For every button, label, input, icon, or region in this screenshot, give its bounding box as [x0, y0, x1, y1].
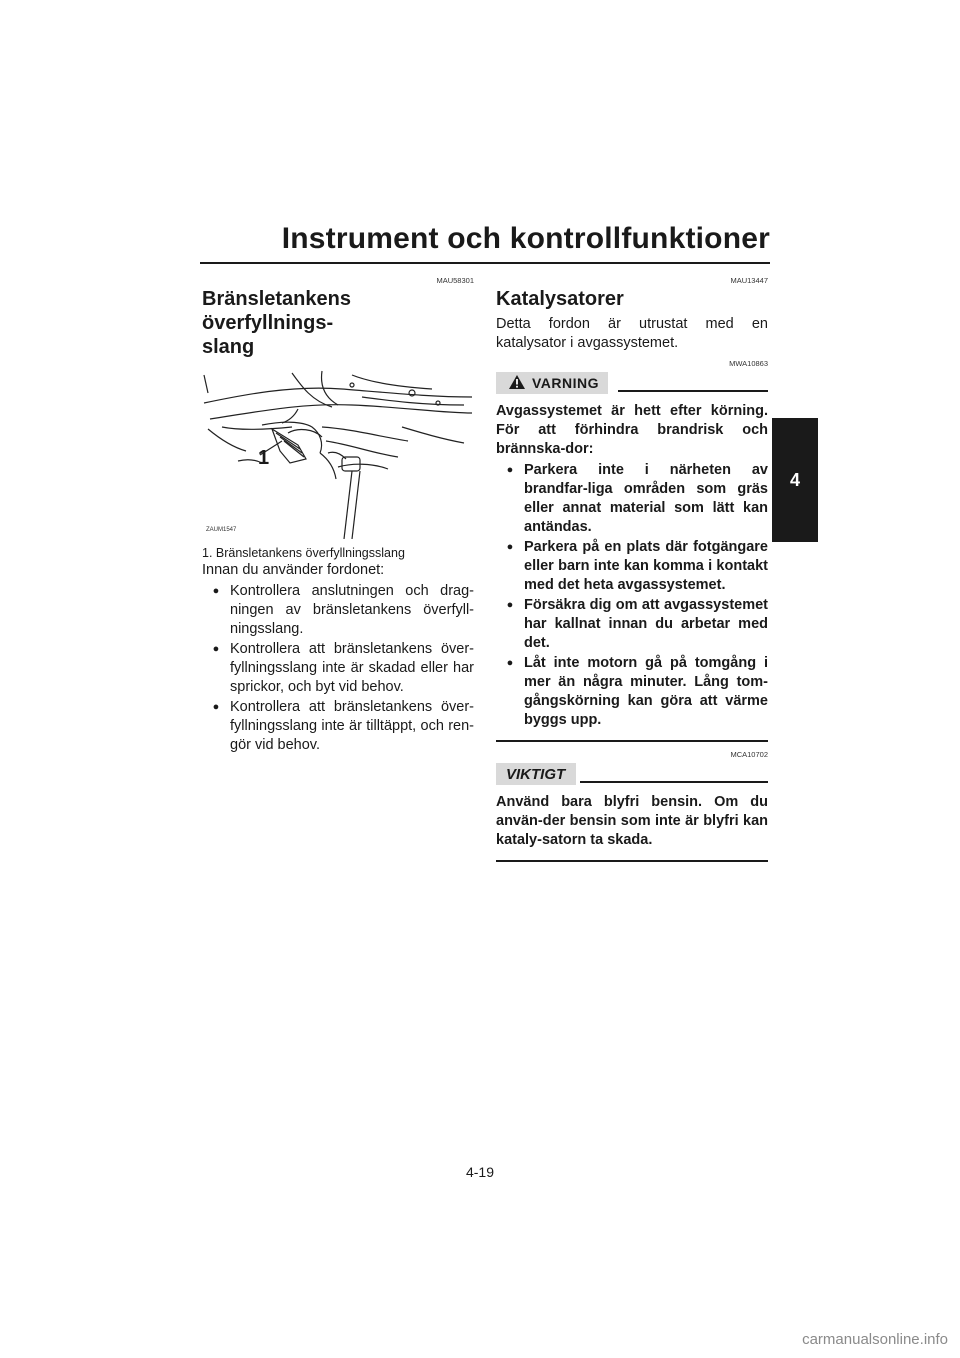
bullet-icon: ●	[506, 599, 514, 611]
list-item-text: Parkera inte i närheten av brandfar-liga områden som gräs eller annat material som lätt kan antändas.	[524, 462, 768, 535]
section-heading-fuel-tank-overflow-hose	[202, 287, 474, 359]
warning-rule	[618, 390, 768, 392]
warning-lead: Avgassystemet är hett efter körning. För att förhindra brandrisk och brännska-dor:	[496, 403, 768, 457]
list-item-text: Försäkra dig om att avgassystemet har kallnat innan du arbetar med det.	[524, 597, 768, 651]
page-title: Instrument och kontrollfunktioner	[281, 222, 770, 255]
check-list	[202, 582, 474, 755]
notice-rule	[580, 781, 768, 783]
bullet-icon: ●	[506, 657, 514, 669]
bullet-icon: ●	[212, 643, 220, 655]
intro-text: Innan du använder fordonet:	[202, 562, 385, 578]
heading-text: Bränsletankens överfyllnings- slang	[202, 288, 351, 358]
notice-code: MCA10702	[730, 750, 768, 759]
bullet-icon: ●	[212, 701, 220, 713]
chapter-tab: 4	[772, 418, 818, 542]
header-divider	[200, 262, 770, 264]
notice-end-rule	[496, 860, 768, 862]
list-item-text: Parkera på en plats där fotgängare eller barn inte kan komma i kontakt med det heta avgassystemet.	[524, 539, 768, 593]
list-item	[202, 640, 474, 697]
list-item	[496, 654, 768, 730]
list-item	[496, 538, 768, 595]
figure-callout-1: 1	[258, 447, 270, 469]
notice-text: Använd bara blyfri bensin. Om du använ-der bensin som inte är blyfri kan kataly-satorn ta skada.	[496, 794, 768, 848]
warning-header	[496, 370, 768, 396]
figure-code: ZAUM1547	[206, 527, 237, 533]
list-item	[496, 596, 768, 653]
section-heading-catalysts: Katalysatorer	[496, 288, 624, 310]
notice-label: VIKTIGT	[496, 763, 576, 785]
list-item	[202, 582, 474, 639]
warning-end-rule	[496, 740, 768, 742]
figure-caption: 1. Bränsletankens överfyllningsslang	[202, 546, 405, 560]
warning-triangle-icon	[508, 374, 526, 393]
section-code: MAU58301	[436, 276, 474, 285]
left-column	[202, 270, 474, 756]
warning-label	[496, 372, 608, 394]
scooter-underside-drawing	[202, 367, 474, 539]
warning-label-text: VARNING	[532, 375, 600, 391]
page-number: 4-19	[465, 1164, 495, 1180]
illustration-overflow-hose	[202, 367, 474, 539]
list-item-text: Låt inte motorn gå på tomgång i mer än några minuter. Lång tom-gångskörning kan göra att värme byggs upp.	[524, 655, 768, 728]
warning-code: MWA10863	[729, 359, 768, 368]
watermark: carmanualsonline.info	[802, 1331, 948, 1348]
list-item-text: Kontrollera anslutningen och drag-ningen av bränsletankens överfyll-ningsslang.	[230, 583, 474, 637]
list-item	[496, 461, 768, 537]
notice-header	[496, 761, 768, 787]
bullet-icon: ●	[212, 585, 220, 597]
section-code: MAU13447	[730, 276, 768, 285]
notice-body	[496, 787, 768, 862]
list-item-text: Kontrollera att bränsletankens över-fyllningsslang inte är tilltäppt, och ren-gör vid behov.	[230, 699, 474, 753]
bullet-icon: ●	[506, 541, 514, 553]
warning-body	[496, 396, 768, 742]
list-item-text: Kontrollera att bränsletankens över-fyllningsslang inte är skadad eller har sprickor, och byt vid behov.	[230, 641, 474, 695]
warning-list	[496, 461, 768, 730]
list-item	[202, 698, 474, 755]
bullet-icon: ●	[506, 464, 514, 476]
right-column	[496, 270, 768, 862]
intro-text: Detta fordon är utrustat med en katalysator i avgassystemet.	[496, 316, 768, 351]
